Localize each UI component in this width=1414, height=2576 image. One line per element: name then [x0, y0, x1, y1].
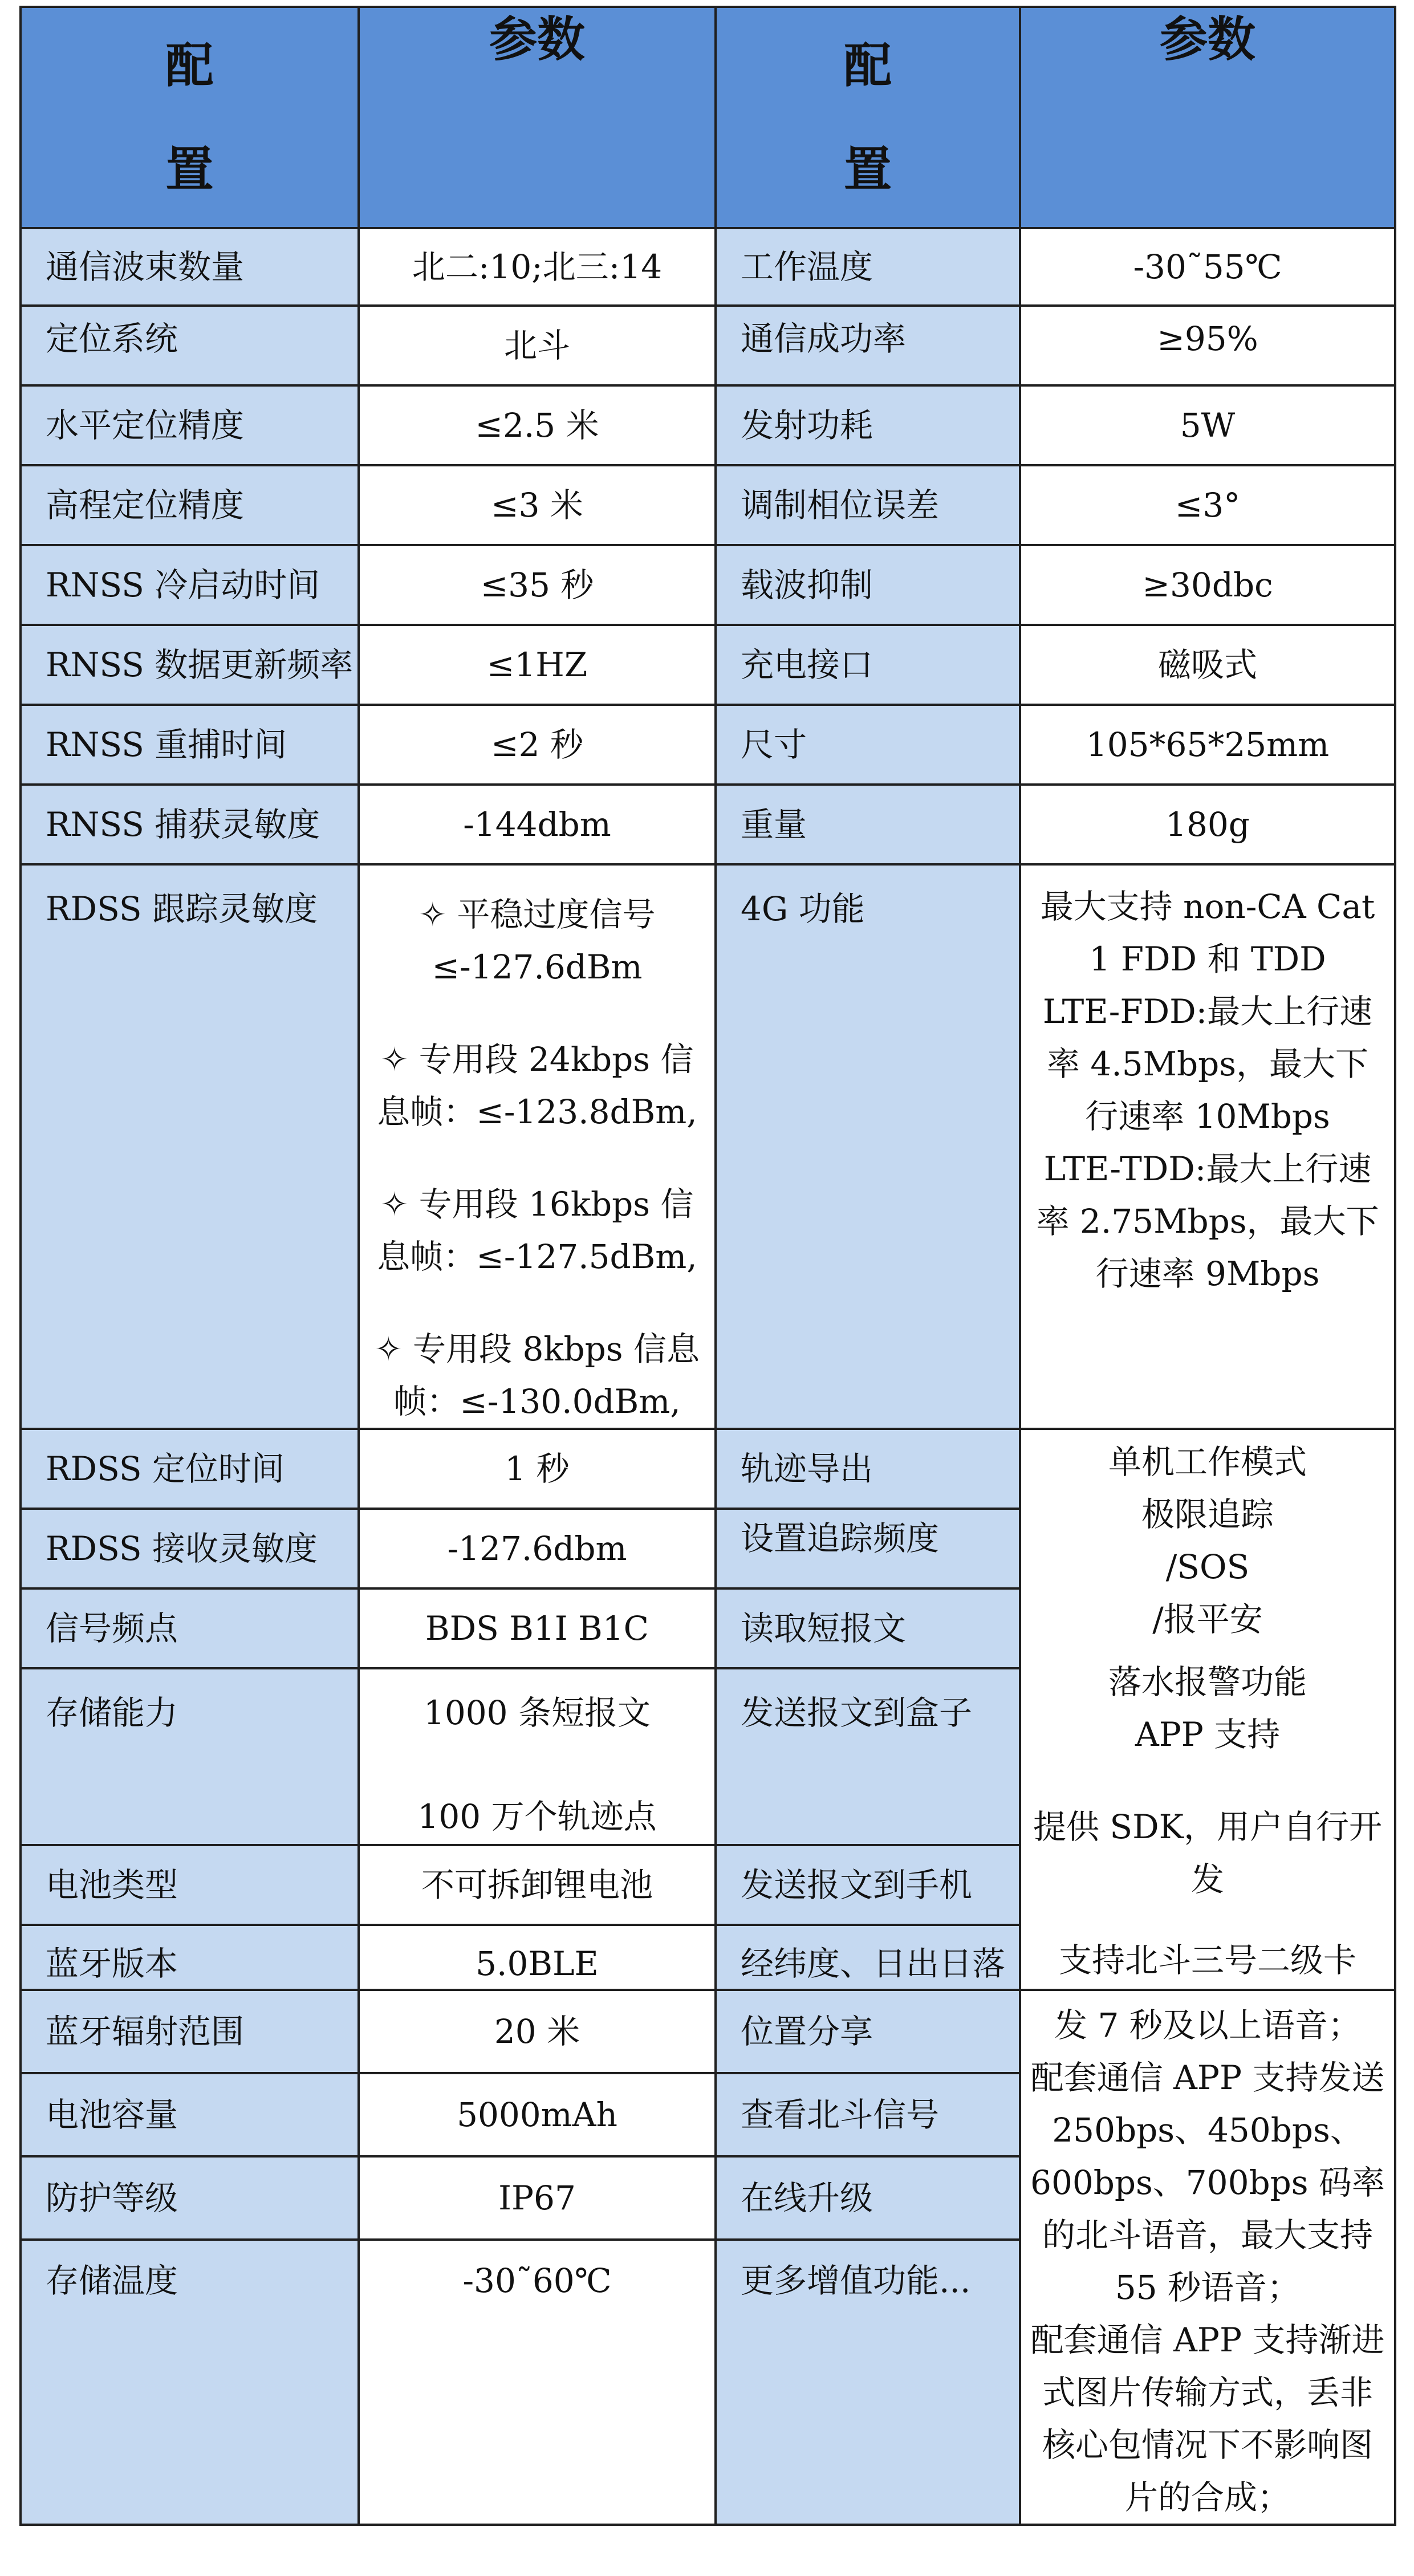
- row-label: 通信波束数量: [21, 228, 359, 306]
- rdss-item: ✧ 专用段 8kbps 信息帧：≤-130.0dBm,: [375, 1330, 700, 1421]
- row-label: RNSS 捕获灵敏度: [21, 785, 359, 864]
- table-row: [21, 1429, 1395, 1509]
- row-value: -30˜55℃: [1020, 228, 1395, 306]
- rdss-item: ✧ 平稳过度信号≤-127.6dBm: [418, 895, 656, 986]
- row-label: 位置分享: [716, 1990, 1020, 2073]
- row-label: 设置追踪频度: [716, 1509, 1020, 1588]
- table-row: [21, 545, 1395, 625]
- row-label: 调制相位误差: [716, 465, 1020, 545]
- row-label: 查看北斗信号: [716, 2073, 1020, 2156]
- rdss-item: ✧ 专用段 24kbps 信息帧：≤-123.8dBm,: [377, 1040, 697, 1131]
- row-value: -30˜60℃: [359, 2240, 716, 2525]
- rdss-tracking-values: [359, 864, 716, 1429]
- row-label: 存储能力: [21, 1668, 359, 1845]
- row-label: 工作温度: [716, 228, 1020, 306]
- row-value: 1 秒: [359, 1429, 716, 1509]
- row-label: 高程定位精度: [21, 465, 359, 545]
- row-label: 发送报文到盒子: [716, 1668, 1020, 1845]
- storage-line: 1000 条短报文: [423, 1693, 651, 1732]
- table-row-rdss-4g: [21, 864, 1395, 1429]
- row-label: 轨迹导出: [716, 1429, 1020, 1509]
- row-label: 蓝牙版本: [21, 1925, 359, 2002]
- row-value: ≤1HZ: [359, 625, 716, 705]
- feature-line: /报平安: [1152, 1600, 1263, 1639]
- row-value: [359, 1668, 716, 1845]
- row-label: 存储温度: [21, 2240, 359, 2525]
- table-row: [21, 465, 1395, 545]
- row-value: ≤3 米: [359, 465, 716, 545]
- row-value: ≤3°: [1020, 465, 1395, 545]
- row-value: 5.0BLE: [359, 1925, 716, 2002]
- row-label: 充电接口: [716, 625, 1020, 705]
- row-label: RNSS 数据更新频率: [21, 625, 359, 705]
- table-row: [21, 228, 1395, 306]
- header-param-1: 参数: [359, 7, 716, 228]
- row-value: 北二:10;北三:14: [359, 228, 716, 306]
- feature-line: 支持北斗三号二级卡: [1058, 1941, 1356, 1980]
- row-label: 重量: [716, 785, 1020, 864]
- row-value: IP67: [359, 2156, 716, 2240]
- row-label: 电池类型: [21, 1845, 359, 1925]
- row-label: RNSS 冷启动时间: [21, 545, 359, 625]
- table-row: [21, 306, 1395, 385]
- row-label: 发送报文到手机: [716, 1845, 1020, 1925]
- voice-image-features: [1020, 1990, 1395, 2525]
- row-label: 蓝牙辐射范围: [21, 1990, 359, 2073]
- spec-table-main: [19, 6, 1396, 2004]
- row-value: ≥95%: [1020, 306, 1395, 385]
- row-label: 读取短报文: [716, 1588, 1020, 1668]
- row-value: 5000mAh: [359, 2073, 716, 2156]
- table-row: [21, 385, 1395, 465]
- row-value: BDS B1I B1C: [359, 1588, 716, 1668]
- rdss-item: ✧ 专用段 16kbps 信息帧：≤-127.5dBm,: [377, 1185, 697, 1276]
- row-label: 防护等级: [21, 2156, 359, 2240]
- row-value: ≤2.5 米: [359, 385, 716, 465]
- features-merged: [1020, 1429, 1395, 2002]
- voice-line: 配套通信 APP 支持渐进式图片传输方式，丢非核心包情况下不影响图片的合成；: [1030, 2321, 1385, 2517]
- row-value: 磁吸式: [1020, 625, 1395, 705]
- feature-line: 提供 SDK，用户自行开发: [1033, 1807, 1382, 1899]
- table-row: [21, 1990, 1395, 2073]
- row-label: 信号频点: [21, 1588, 359, 1668]
- header-config-1: 配 置: [21, 7, 359, 228]
- header-config-2: 配 置: [716, 7, 1020, 228]
- row-label: 载波抑制: [716, 545, 1020, 625]
- row-value: -127.6dbm: [359, 1509, 716, 1588]
- feature-line: APP 支持: [1135, 1715, 1281, 1754]
- table-row: [21, 785, 1395, 864]
- row-value: 105*65*25mm: [1020, 705, 1395, 785]
- row-label: RNSS 重捕时间: [21, 705, 359, 785]
- table-row: [21, 625, 1395, 705]
- row-label: 尺寸: [716, 705, 1020, 785]
- row-label: RDSS 接收灵敏度: [21, 1509, 359, 1588]
- row-label: 电池容量: [21, 2073, 359, 2156]
- row-label: 水平定位精度: [21, 385, 359, 465]
- spec-table-secondary: [19, 1989, 1396, 2526]
- feature-line: 落水报警功能: [1108, 1663, 1307, 1701]
- fourg-line: LTE-FDD:最大上行速率 4.5Mbps，最大下行速率 10Mbps: [1042, 992, 1373, 1136]
- rdss-tracking-label: RDSS 跟踪灵敏度: [21, 864, 359, 1429]
- fourg-values: [1020, 864, 1395, 1429]
- voice-line: 发 7 秒及以上语音；: [1054, 2006, 1361, 2045]
- row-label: 发射功耗: [716, 385, 1020, 465]
- row-value: ≤35 秒: [359, 545, 716, 625]
- row-label: RDSS 定位时间: [21, 1429, 359, 1509]
- row-value: 北斗: [359, 306, 716, 385]
- row-label: 通信成功率: [716, 306, 1020, 385]
- row-value: -144dbm: [359, 785, 716, 864]
- feature-line: /SOS: [1165, 1547, 1250, 1586]
- row-label: 在线升级: [716, 2156, 1020, 2240]
- storage-line: 100 万个轨迹点: [417, 1797, 657, 1836]
- row-value: 5W: [1020, 385, 1395, 465]
- row-label: 经纬度、日出日落: [716, 1925, 1020, 2002]
- row-value: 20 米: [359, 1990, 716, 2073]
- row-value: ≥30dbc: [1020, 545, 1395, 625]
- header-row: [21, 7, 1395, 228]
- fourg-line: LTE-TDD:最大上行速率 2.75Mbps，最大下行速率 9Mbps: [1036, 1149, 1379, 1293]
- fourg-line: 最大支持 non-CA Cat 1 FDD 和 TDD: [1040, 887, 1375, 978]
- row-value: 180g: [1020, 785, 1395, 864]
- voice-line: 配套通信 APP 支持发送 250bps、450bps、600bps、700bps 码率的北斗语音，最大支持 55 秒语音；: [1030, 2058, 1385, 2307]
- feature-line: 单机工作模式: [1108, 1443, 1307, 1481]
- fourg-label: 4G 功能: [716, 864, 1020, 1429]
- header-param-2: 参数: [1020, 7, 1395, 228]
- feature-line: 极限追踪: [1141, 1495, 1274, 1534]
- row-value: ≤2 秒: [359, 705, 716, 785]
- row-label: 定位系统: [21, 306, 359, 385]
- row-value: 不可拆卸锂电池: [359, 1845, 716, 1925]
- table-row: [21, 705, 1395, 785]
- row-label: 更多增值功能...: [716, 2240, 1020, 2525]
